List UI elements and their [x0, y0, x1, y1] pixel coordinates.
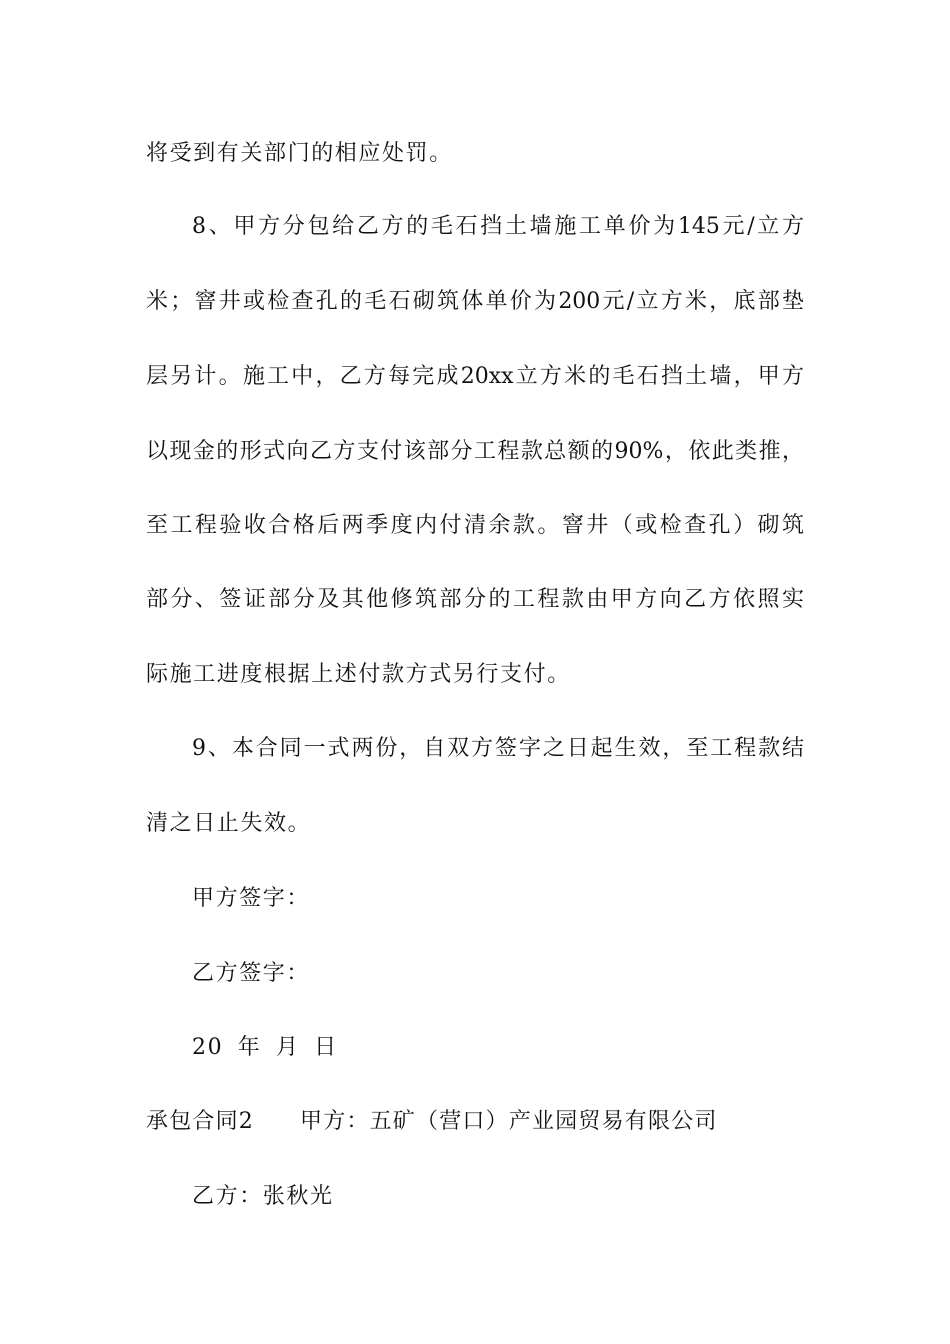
clause-8-line: 米；窨井或检查孔的毛石砌筑体单价为200元/立方米，底部垫: [146, 289, 804, 314]
party-a-signature-label: 甲方签字：: [192, 886, 311, 911]
contract-2-heading-line: [146, 1107, 718, 1137]
clause-9-line: 清之日止失效。: [146, 811, 312, 836]
contract-2-party-b: 乙方：张秋光: [192, 1184, 334, 1209]
paragraph-line: 将受到有关部门的相应处罚。: [146, 141, 453, 166]
contract-2-party-a: 甲方：五矿（营口）产业园贸易有限公司: [300, 1109, 718, 1134]
clause-8-line: 至工程验收合格后两季度内付清余款。窨井（或检查孔）砌筑: [146, 513, 804, 538]
clause-8-line: 际施工进度根据上述付款方式另行支付。: [146, 662, 571, 687]
clause-8-line: 层另计。施工中，乙方每完成20xx立方米的毛石挡土墙，甲方: [146, 364, 804, 389]
clause-9-line: 9、本合同一式两份，自双方签字之日起生效，至工程款结: [192, 736, 804, 761]
contract-2-title: 承包合同2: [146, 1109, 254, 1134]
signature-date: 20 年 月 日: [192, 1035, 338, 1060]
clause-8-line: 以现金的形式向乙方支付该部分工程款总额的90%，依此类推，: [146, 439, 804, 464]
party-b-signature-label: 乙方签字：: [192, 961, 311, 986]
clause-8-line: 8、甲方分包给乙方的毛石挡土墙施工单价为145元/立方: [192, 214, 804, 239]
clause-8-line: 部分、签证部分及其他修筑部分的工程款由甲方向乙方依照实: [146, 587, 804, 612]
